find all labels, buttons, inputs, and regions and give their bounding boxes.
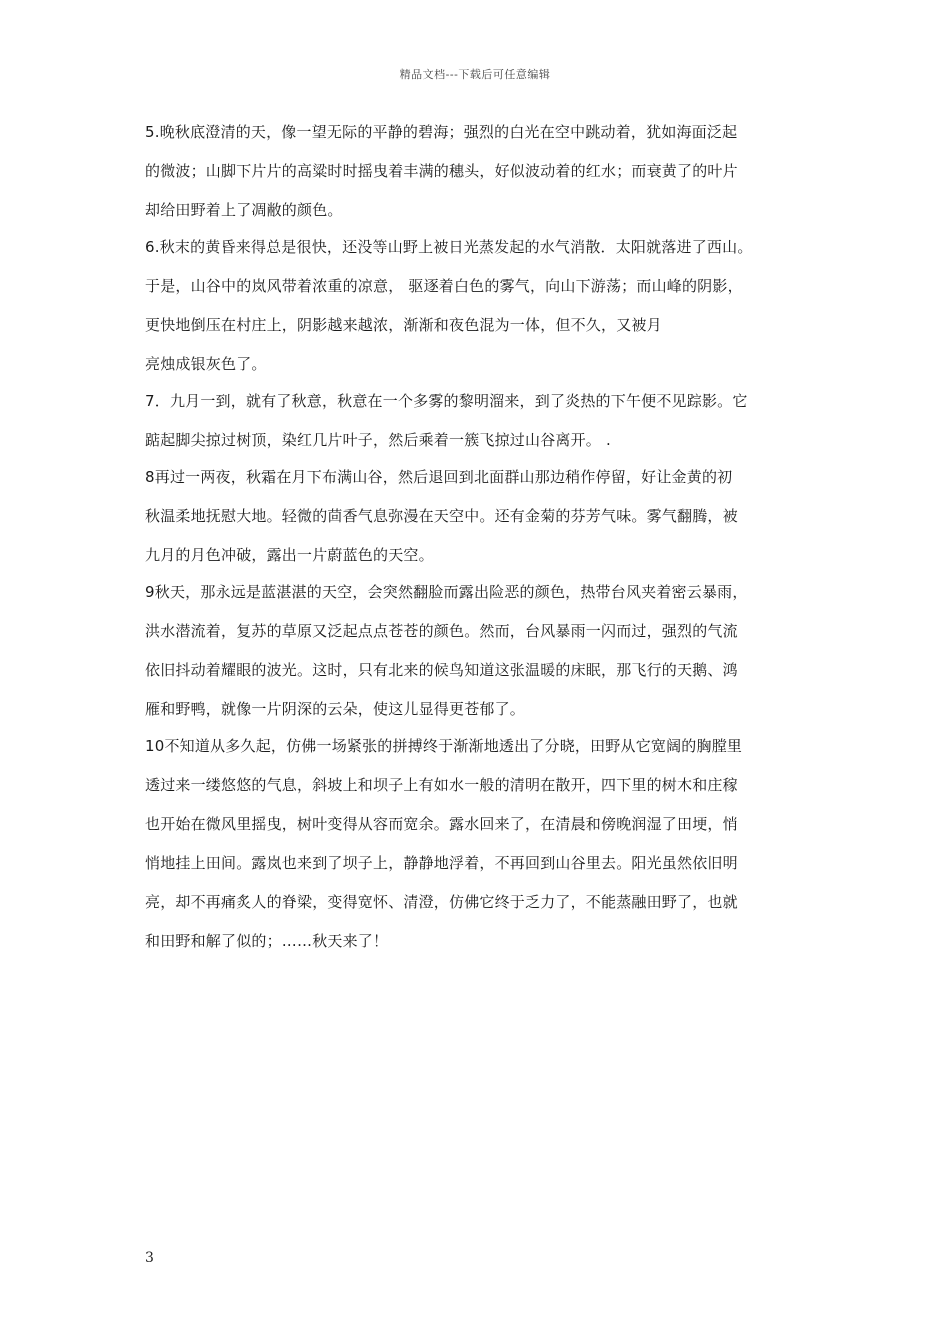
text-line: 依旧抖动着耀眼的波光。这时，只有北来的候鸟知道这张温暖的床眠，那飞行的天鹅、鸿 [145,661,738,679]
text-line: 悄地挂上田间。露岚也来到了坝子上，静静地浮着，不再回到山谷里去。阳光虽然依旧明 [145,854,738,872]
text-line: 和田野和解了似的；……秋天来了！ [145,932,389,950]
paragraph-8 [145,470,815,563]
text-line: 透过来一缕悠悠的气息，斜坡上和坝子上有如水一般的清明在散开，四下里的树木和庄稼 [145,776,738,794]
text-line: 九月的月色冲破，露出一片蔚蓝色的天空。 [145,546,434,564]
text-line: 秋温柔地抚慰大地。轻微的茴香气息弥漫在天空中。还有金菊的芬芳气味。雾气翻腾，被 [145,507,738,525]
document-body [145,125,815,971]
text-line: 10不知道从多久起，仿佛一场紧张的拼搏终于渐渐地透出了分晓，田野从它宽阔的胸膛里 [145,737,743,755]
document-header: 精品文档---下载后可任意编辑 [399,68,551,81]
text-line: 却给田野着上了凋敝的颜色。 [145,201,343,219]
paragraph-10 [145,739,815,949]
text-line: 于是，山谷中的岚风带着浓重的凉意， 驱逐着白色的雾气，向山下游荡；而山峰的阴影， [145,277,743,295]
paragraph-9 [145,585,815,717]
paragraph-6 [145,240,815,372]
text-line: 6.秋末的黄昏来得总是很快，还没等山野上被日光蒸发起的水气消散．太阳就落进了西山。 [145,238,753,256]
text-line: 更快地倒压在村庄上，阴影越来越浓，渐渐和夜色混为一体，但不久，又被月 [145,316,662,334]
text-line: 洪水潜流着，复苏的草原又泛起点点苍苍的颜色。然而，台风暴雨一闪而过，强烈的气流 [145,622,738,640]
text-line: 雁和野鸭，就像一片阴深的云朵，使这儿显得更苍郁了。 [145,700,526,718]
text-line: 亮烛成银灰色了。 [145,355,267,373]
text-line: 8再过一两夜，秋霜在月下布满山谷，然后退回到北面群山那边稍作停留，好让金黄的初 [145,468,733,486]
text-line: 也开始在微风里摇曳，树叶变得从容而宽余。露水回来了，在清晨和傍晚润湿了田埂，悄 [145,815,738,833]
text-line: 亮，却不再痛炙人的脊梁，变得宽怀、清澄，仿佛它终于乏力了，不能蒸融田野了，也就 [145,893,738,911]
text-line: 7．九月一到，就有了秋意，秋意在一个多雾的黎明溜来，到了炎热的下午便不见踪影。它 [145,392,748,410]
text-line: 5.晚秋底澄清的天，像一望无际的平静的碧海；强烈的白光在空中跳动着，犹如海面泛起 [145,123,738,141]
text-line: 9秋天，那永远是蓝湛湛的天空，会突然翻脸而露出险恶的颜色，热带台风夹着密云暴雨， [145,583,748,601]
text-line: 的微波；山脚下片片的高粱时时摇曳着丰满的穗头，好似波动着的红水；而衰黄了的叶片 [145,162,738,180]
page-number: 3 [145,1250,154,1266]
text-line: 踮起脚尖掠过树顶，染红几片叶子，然后乘着一簇飞掠过山谷离开。 . [145,431,611,449]
paragraph-7 [145,394,815,448]
paragraph-5 [145,125,815,218]
